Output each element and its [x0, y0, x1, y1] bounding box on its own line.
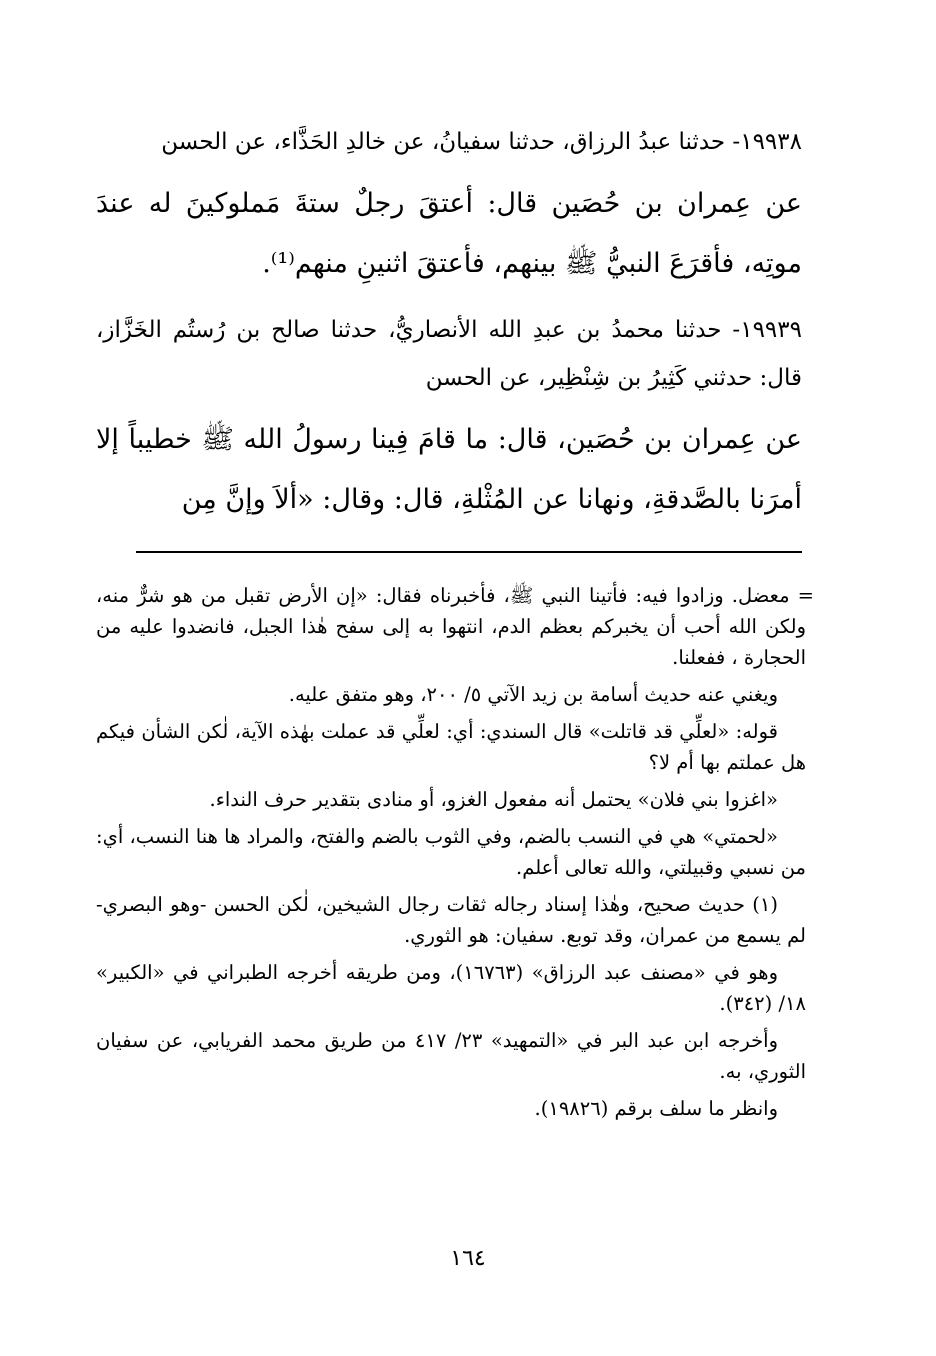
footnote-paragraph: وأخرجه ابن عبد البر في «التمهيد» ٢٣/ ٤١٧ من طريق محمد الفريابي، عن سفيان الثوري، به.	[96, 1029, 806, 1083]
footnote-paragraph: وانظر ما سلف برقم (١٩٨٢٦).	[534, 1097, 778, 1120]
hadith-19939-matn: عن عِمران بن حُصَين، قال: ما قامَ فِينا رسولُ الله ﷺ خطيباً إلا أمرَنا بالصَّدقةِ، ونهانا عن المُثْلةِ، قال: وقال: «ألاَ وإنَّ مِن	[96, 424, 802, 515]
footnote-paragraph: ويغني عنه حديث أسامة بن زيد الآتي ٥/ ٢٠٠، وهو متفق عليه.	[288, 683, 778, 706]
footnote-1: (١) حديث صحيح، وهٰذا إسناد رجاله ثقات رجال الشيخين، لٰكن الحسن -وهو البصري- لم يسمع من عمران، وقد توبع. سفيان: هو الثوري.	[96, 893, 806, 947]
hadith-19938-matn: عن عِمران بن حُصَين قال: أعتقَ رجلٌ ستةَ مَملوكينَ له عندَ موتِه، فأقرَعَ النبيُّ ﷺ بينهم، فأعتقَ اثنينِ منهم⁽¹⁾.	[96, 188, 802, 279]
footnote-paragraph: «اغزوا بني فلان» يحتمل أنه مفعول الغزو، أو منادى بتقدير حرف النداء.	[209, 788, 778, 811]
hadith-19938-isnad: ١٩٩٣٨- حدثنا عبدُ الرزاق، حدثنا سفيانُ، عن خالدِ الحَذَّاء، عن الحسن	[161, 129, 802, 155]
footnote-separator	[136, 551, 802, 553]
footnote-paragraph: = معضل. وزادوا فيه: فأتينا النبي ﷺ، فأخبرناه فقال: «إن الأرض تقبل من هو شرٌّ منه، ولكن الله أحب أن يخبركم بعظم الدم، انتهوا به إلى سفح هٰذا الجبل، فانضدوا عليه من الحجارة ، ففعلنا.	[96, 584, 814, 669]
footnote-paragraph: وهو في «مصنف عبد الرزاق» (١٦٧٦٣)، ومن طريقه أخرجه الطبراني في «الكبير» ١٨/ (٣٤٢).	[96, 961, 806, 1015]
hadith-19939-isnad: ١٩٩٣٩- حدثنا محمدُ بن عبدِ الله الأنصاريُّ، حدثنا صالح بن رُستُم الخَزَّاز، قال: حدثني كَثِيرُ بن شِنْظِير، عن الحسن	[96, 317, 802, 391]
footnote-paragraph: «لحمتي» هي في النسب بالضم، وفي الثوب بالضم والفتح، والمراد ها هنا النسب، أي: من نسبي وقبيلتي، والله تعالى أعلم.	[96, 825, 806, 879]
footnotes	[96, 580, 814, 1130]
main-text	[96, 118, 802, 530]
footnote-paragraph: قوله: «لعلِّي قد قاتلت» قال السندي: أي: لعلِّي قد عملت بهٰذه الآية، لٰكن الشأن فيكم هل عملتم بها أم لا؟	[96, 720, 806, 774]
page-number: ١٦٤	[450, 1246, 486, 1271]
